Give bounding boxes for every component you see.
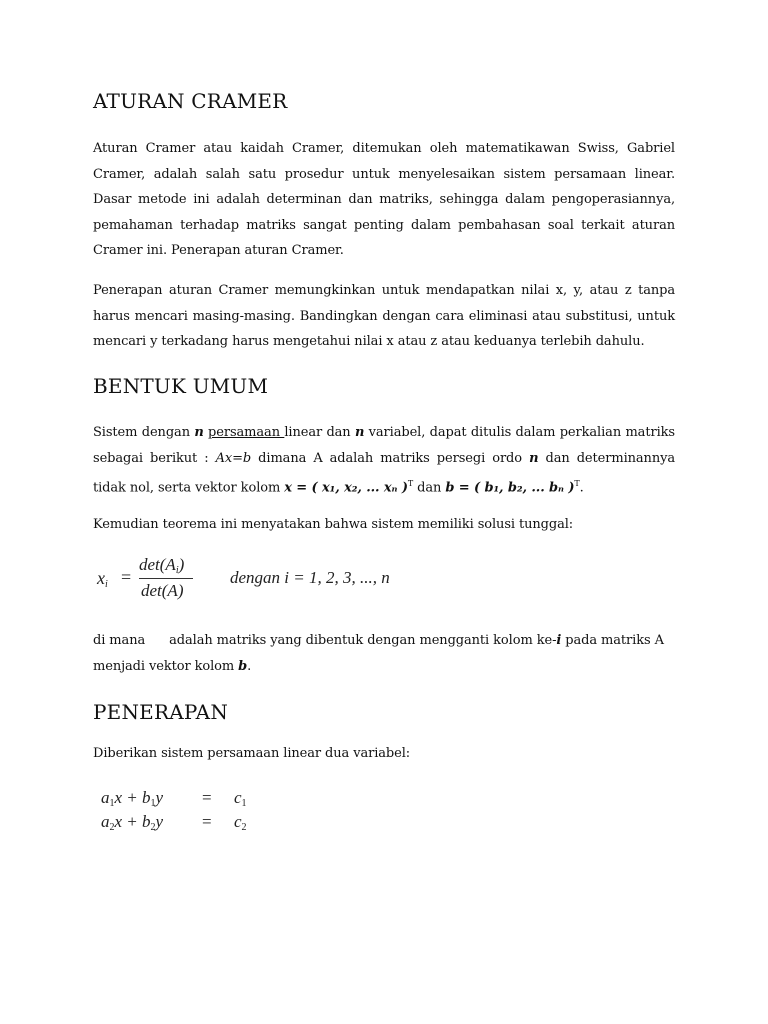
text-line: [93, 446, 675, 472]
term: y: [155, 812, 164, 831]
text-line: [93, 628, 675, 654]
sub: 2: [241, 822, 247, 833]
heading-bentuk-umum: BENTUK UMUM: [93, 374, 269, 398]
num-end: ): [178, 555, 185, 574]
text: dan determinannya: [538, 450, 675, 466]
underlined-persamaan: persamaan: [208, 425, 285, 440]
text-line: Dasar metode ini adalah determinan dan matriks, sehingga dalam pengoperasiannya,: [93, 192, 675, 207]
text-line: Aturan Cramer atau kaidah Cramer, ditemukan oleh matematikawan Swiss, Gabriel: [93, 141, 675, 156]
equation-axb: Ax=b: [215, 450, 252, 466]
formula-denominator: det(A): [141, 581, 184, 600]
rhs: [234, 812, 247, 833]
coef: b: [142, 812, 151, 831]
var-n: n: [529, 450, 539, 466]
paragraph-system-intro: Diberikan sistem persamaan linear dua variabel:: [93, 746, 411, 761]
text: dan: [413, 480, 446, 496]
text: variabel, dapat ditulis dalam perkalian matriks: [364, 425, 675, 440]
text-line: Cramer ini. Penerapan aturan Cramer.: [93, 243, 344, 258]
lhs-var: x: [97, 568, 105, 588]
equation-system: [101, 788, 301, 838]
text: tidak nol, serta vektor kolom: [93, 480, 285, 496]
vector-b: b = ( b₁, b₂, ... bₙ ): [445, 480, 575, 496]
term: x +: [114, 812, 143, 831]
formula-numerator: [139, 555, 184, 576]
coef: c: [234, 812, 242, 831]
text: sebagai berikut :: [93, 450, 216, 466]
transpose-mark: T: [574, 479, 580, 488]
text: .: [247, 658, 252, 674]
formula-lhs: [97, 568, 108, 590]
equation-row-1: [101, 788, 163, 809]
text: .: [579, 480, 584, 496]
text-line: Penerapan aturan Cramer memungkinkan untuk mendapatkan nilai x, y, atau z tanpa: [93, 283, 675, 298]
sub: 1: [241, 798, 247, 809]
var-n: n: [194, 425, 204, 440]
paragraph-theorem: Kemudian teorema ini menyatakan bahwa sistem memiliki solusi tunggal:: [93, 517, 574, 532]
sub: 1: [109, 798, 115, 809]
text: linear dan: [284, 425, 355, 440]
sub: 2: [109, 822, 115, 833]
coef: c: [234, 788, 242, 807]
var-n: n: [354, 425, 365, 440]
num-sub: i: [175, 565, 179, 576]
var-i: i: [556, 633, 562, 648]
text: adalah matriks yang dibentuk dengan mengganti kolom ke-: [169, 633, 557, 648]
text-line: mencari y terkadang harus mengetahui nilai x atau z atau keduanya terlebih dahulu.: [93, 334, 645, 349]
paragraph-general-form: [93, 420, 675, 501]
text-line: Cramer, adalah salah satu prosedur untuk menyelesaikan sistem persamaan linear.: [93, 166, 675, 182]
sub: 1: [150, 798, 156, 809]
coef: b: [142, 788, 151, 807]
text: menjadi vektor kolom: [93, 658, 239, 674]
text: Sistem dengan: [93, 425, 195, 440]
formula-equals: =: [121, 567, 132, 587]
text-line: pemahaman terhadap matriks sangat penting dalam pembahasan soal terkait aturan: [93, 217, 675, 233]
transpose-mark: T: [407, 479, 414, 488]
fraction-bar: [139, 578, 193, 579]
term: y: [155, 788, 164, 807]
var-b: b: [238, 658, 248, 674]
text: pada matriks A: [561, 633, 664, 648]
num-text: det(A: [139, 555, 176, 574]
heading-penerapan: PENERAPAN: [93, 700, 229, 724]
heading-aturan-cramer: ATURAN CRAMER: [93, 89, 288, 113]
lhs-sub: i: [105, 579, 108, 590]
rhs: [234, 788, 247, 809]
text-line: harus mencari masing-masing. Bandingkan dengan cara eliminasi atau substitusi, untuk: [93, 308, 675, 324]
text-line: [93, 471, 675, 501]
paragraph-penerapan-explanation: [93, 278, 675, 355]
vector-x: x = ( x₁, x₂, ... xₙ ): [284, 480, 408, 496]
equals-sign: =: [202, 812, 212, 831]
equals-sign: =: [202, 788, 212, 807]
formula-rhs: dengan i = 1, 2, 3, ..., n: [230, 568, 390, 587]
text: dimana A adalah matriks persegi ordo: [251, 450, 530, 466]
text-line: [93, 654, 675, 680]
paragraph-intro: [93, 136, 675, 264]
coef: a: [101, 788, 110, 807]
equation-row-2: [101, 812, 163, 833]
coef: a: [101, 812, 110, 831]
text: di mana: [93, 633, 146, 648]
sub: 2: [150, 822, 156, 833]
paragraph-ai-definition: [93, 628, 675, 679]
term: x +: [114, 788, 143, 807]
formula-cramer: [97, 555, 417, 605]
text-line: [93, 420, 675, 446]
